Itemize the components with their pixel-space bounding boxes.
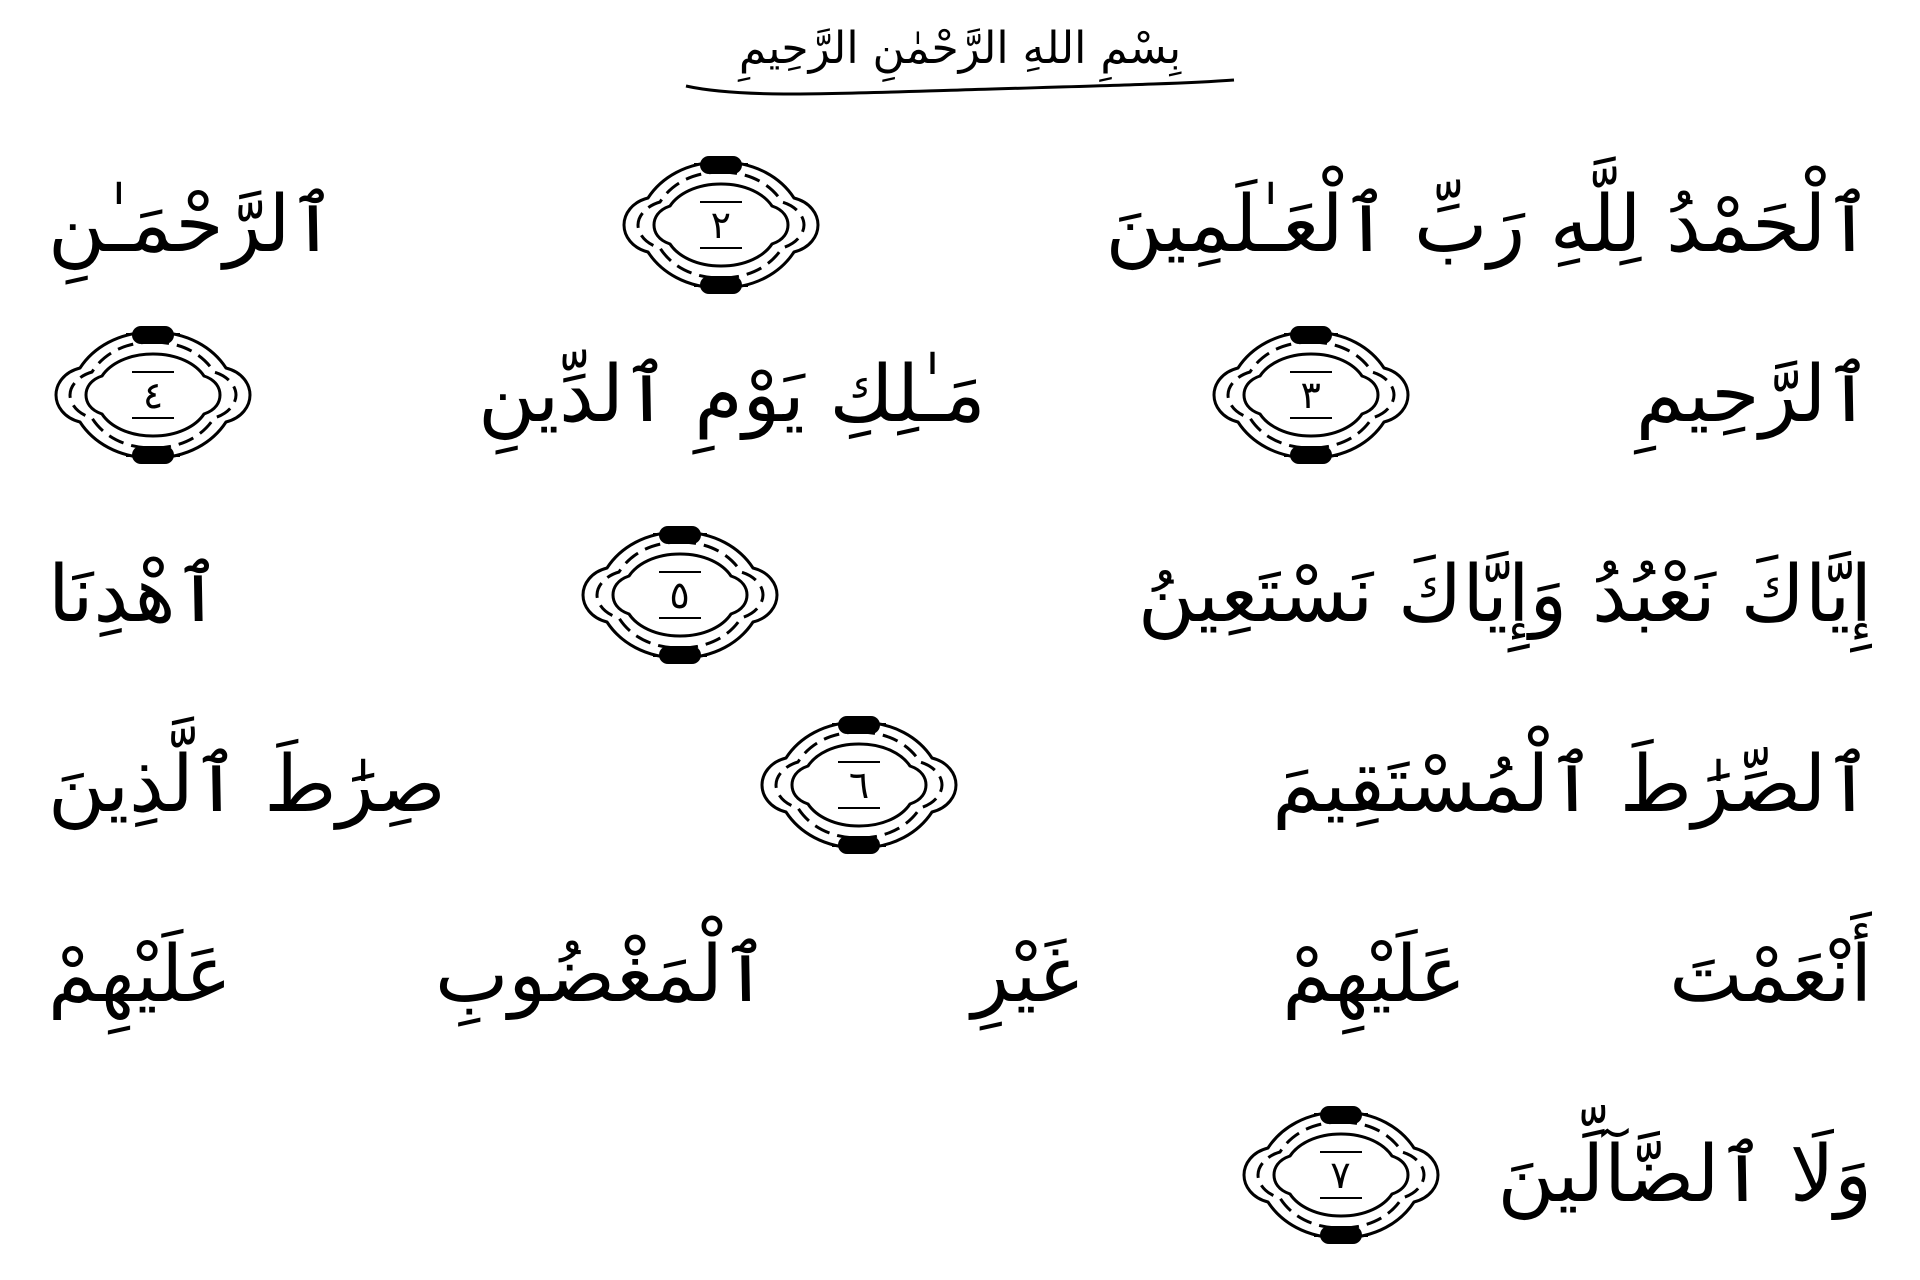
verse-text-segment: مَـٰلِكِ يَوْمِ ٱلدِّينِ <box>478 350 986 440</box>
verse-text-segment: إِيَّاكَ نَعْبُدُ وَإِيَّاكَ نَسْتَعِينُ <box>1137 550 1872 640</box>
verse-text-segment: ٱلصِّرَٰطَ ٱلْمُسْتَقِيمَ <box>1272 740 1872 830</box>
verse-line-3 <box>48 520 1872 670</box>
verse-text-segment: صِرَٰطَ ٱلَّذِينَ <box>48 740 446 830</box>
verse-line-1 <box>48 150 1872 300</box>
verse-line-2 <box>48 320 1872 470</box>
ayah-marker <box>754 710 964 860</box>
verse-text-segment: وَلَا ٱلضَّآلِّينَ <box>1497 1130 1872 1220</box>
verse-text-segment: ٱلرَّحْمَـٰنِ <box>48 180 337 270</box>
ayah-marker <box>1236 1100 1446 1250</box>
ayah-marker <box>1206 320 1416 470</box>
verse-line-4 <box>48 710 1872 860</box>
verse-line-5 <box>48 900 1872 1050</box>
ayah-marker <box>575 520 785 670</box>
basmala-header <box>0 20 1920 98</box>
ayah-marker <box>616 150 826 300</box>
verse-text-segment: ٱلْحَمْدُ لِلَّهِ رَبِّ ٱلْعَـٰلَمِينَ <box>1105 180 1872 270</box>
ayah-marker <box>48 320 258 470</box>
ayah-number: ٤ <box>142 373 164 417</box>
ayah-number: ٦ <box>848 763 870 807</box>
ayah-number: ٥ <box>669 573 690 617</box>
verse-text-segment: أَنْعَمْتَ عَلَيْهِمْ غَيْرِ ٱلْمَغْضُوبِ عَلَيْهِمْ <box>48 930 1872 1020</box>
ayah-number: ٧ <box>1330 1153 1351 1197</box>
verse-line-6 <box>48 1100 1872 1250</box>
ayah-number: ٢ <box>710 203 731 247</box>
verse-text-segment: ٱلرَّحِيمِ <box>1635 350 1872 440</box>
verse-text-segment: ٱهْدِنَا <box>48 550 222 640</box>
basmala-flourish <box>680 74 1240 98</box>
basmala-text: بِسْمِ اللهِ الرَّحْمٰنِ الرَّحِيمِ <box>738 23 1182 74</box>
ayah-number: ٣ <box>1300 373 1321 417</box>
